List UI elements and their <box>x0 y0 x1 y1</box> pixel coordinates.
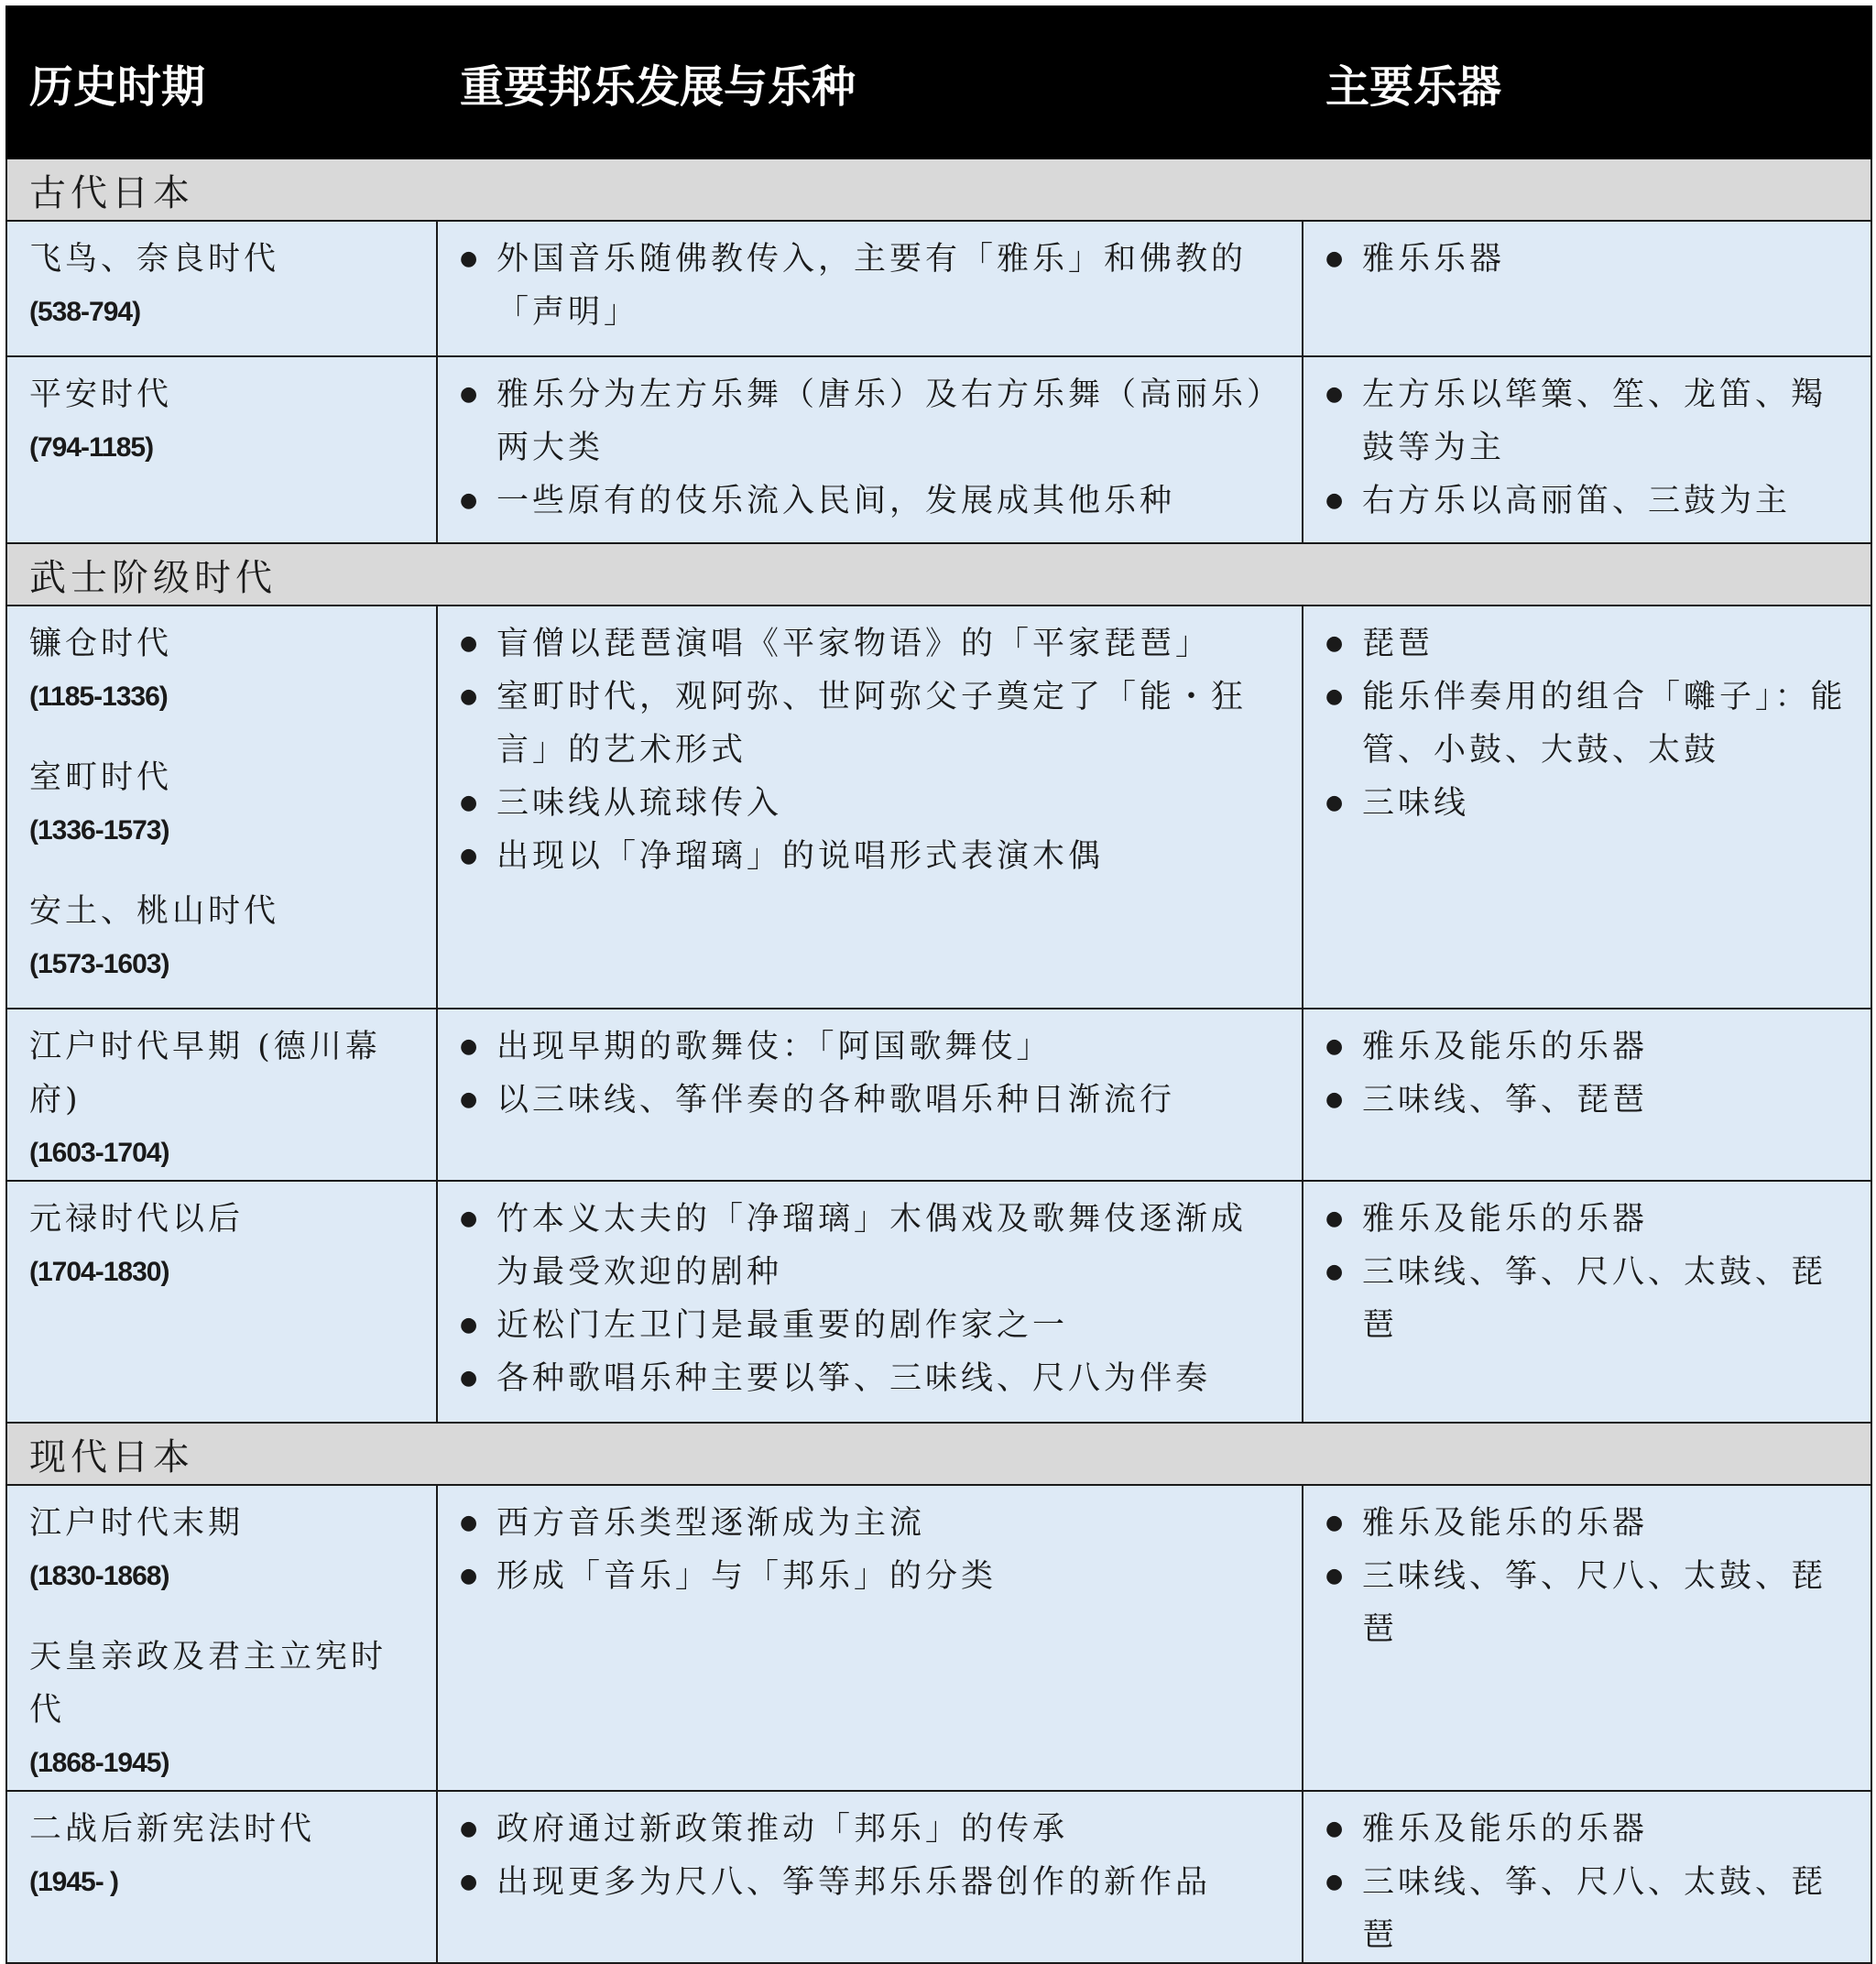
instruments-cell <box>1303 1181 1871 1423</box>
list-item: ● 近松门左卫门是最重要的剧作家之一 <box>460 1299 1280 1352</box>
header-row <box>6 6 1871 158</box>
period-name: 江户时代早期 (德川幕府) <box>29 1029 381 1118</box>
table-row <box>6 1791 1871 1963</box>
list-item: ● 雅乐及能乐的乐器 <box>1325 1497 1849 1550</box>
list-item: ● 外国音乐随佛教传入，主要有「雅乐」和佛教的「声明」 <box>460 233 1280 339</box>
developments-cell <box>437 1791 1303 1963</box>
period-name: 室町时代 <box>29 759 173 796</box>
section-title: 古代日本 <box>6 158 1871 221</box>
list-item: ● 三味线、筝、尺八、太鼓、琵琶 <box>1325 1550 1849 1656</box>
instruments-cell <box>1303 221 1871 356</box>
table-row <box>6 606 1871 1009</box>
list-item: ● 出现以「净瑠璃」的说唱形式表演木偶 <box>460 830 1280 883</box>
list-item: ● 政府通过新政策推动「邦乐」的传承 <box>460 1803 1280 1856</box>
period-years: (1704-1830) <box>29 1257 169 1287</box>
period-cell <box>6 1791 437 1963</box>
header-instruments: 主要乐器 <box>1303 6 1871 158</box>
music-history-table <box>5 5 1872 1964</box>
developments-cell <box>437 1181 1303 1423</box>
instruments-cell <box>1303 606 1871 1009</box>
list-item: ● 雅乐乐器 <box>1325 233 1849 286</box>
period-years: (1868-1945) <box>29 1748 169 1778</box>
developments-cell <box>437 606 1303 1009</box>
header-period: 历史时期 <box>6 6 437 158</box>
list-item: ● 雅乐及能乐的乐器 <box>1325 1803 1849 1856</box>
period-years: (1185-1336) <box>29 682 168 712</box>
list-item: ● 雅乐及能乐的乐器 <box>1325 1020 1849 1074</box>
instruments-cell <box>1303 1791 1871 1963</box>
period-years: (1573-1603) <box>29 949 169 979</box>
period-name: 镰仓时代 <box>29 626 173 662</box>
list-item: ● 能乐伴奏用的组合「囃子」：能管、小鼓、大鼓、太鼓 <box>1325 671 1849 777</box>
period-years: (1945- ) <box>29 1867 119 1897</box>
list-item: ● 左方乐以筚篥、笙、龙笛、羯鼓等为主 <box>1325 368 1849 475</box>
instruments-cell <box>1303 1009 1871 1181</box>
instruments-cell <box>1303 1485 1871 1791</box>
list-item: ● 竹本义太夫的「净瑠璃」木偶戏及歌舞伎逐渐成为最受欢迎的剧种 <box>460 1193 1280 1299</box>
table-row <box>6 356 1871 543</box>
list-item: ● 雅乐及能乐的乐器 <box>1325 1193 1849 1246</box>
period-years: (1603-1704) <box>29 1138 169 1168</box>
developments-cell <box>437 356 1303 543</box>
instruments-cell <box>1303 356 1871 543</box>
list-item: ● 右方乐以高丽笛、三鼓为主 <box>1325 475 1849 528</box>
list-item: ● 雅乐分为左方乐舞（唐乐）及右方乐舞（高丽乐）两大类 <box>460 368 1280 475</box>
table-row <box>6 221 1871 356</box>
section-row <box>6 158 1871 221</box>
period-name: 江户时代末期 <box>29 1505 245 1542</box>
list-item: ● 室町时代，观阿弥、世阿弥父子奠定了「能・狂言」的艺术形式 <box>460 671 1280 777</box>
list-item: ● 形成「音乐」与「邦乐」的分类 <box>460 1550 1280 1603</box>
list-item: ● 三味线、筝、尺八、太鼓、琵琶 <box>1325 1246 1849 1352</box>
period-name: 二战后新宪法时代 <box>29 1811 316 1848</box>
list-item: ● 出现更多为尺八、筝等邦乐乐器创作的新作品 <box>460 1856 1280 1909</box>
table-row <box>6 1009 1871 1181</box>
list-item: ● 三味线 <box>1325 777 1849 830</box>
period-name: 飞鸟、奈良时代 <box>29 241 280 278</box>
period-cell <box>6 1009 437 1181</box>
period-cell <box>6 606 437 1009</box>
period-cell <box>6 221 437 356</box>
table-row <box>6 1485 1871 1791</box>
header-developments: 重要邦乐发展与乐种 <box>437 6 1303 158</box>
list-item: ● 琵琶 <box>1325 617 1849 671</box>
list-item: ● 三味线从琉球传入 <box>460 777 1280 830</box>
list-item: ● 三味线、筝、尺八、太鼓、琵琶 <box>1325 1856 1849 1962</box>
developments-cell <box>437 1485 1303 1791</box>
period-years: (794-1185) <box>29 432 154 463</box>
period-name: 元禄时代以后 <box>29 1201 245 1238</box>
period-name: 天皇亲政及君主立宪时代 <box>29 1639 387 1729</box>
section-title: 现代日本 <box>6 1423 1871 1485</box>
period-years: (1830-1868) <box>29 1561 169 1591</box>
list-item: ● 一些原有的伎乐流入民间，发展成其他乐种 <box>460 475 1280 528</box>
table-row <box>6 1181 1871 1423</box>
list-item: ● 各种歌唱乐种主要以筝、三味线、尺八为伴奏 <box>460 1352 1280 1405</box>
section-row <box>6 1423 1871 1485</box>
list-item: ● 西方音乐类型逐渐成为主流 <box>460 1497 1280 1550</box>
period-years: (1336-1573) <box>29 815 169 846</box>
period-cell <box>6 1485 437 1791</box>
period-cell <box>6 356 437 543</box>
developments-cell <box>437 221 1303 356</box>
section-title: 武士阶级时代 <box>6 543 1871 606</box>
section-row <box>6 543 1871 606</box>
period-name: 平安时代 <box>29 376 173 413</box>
list-item: ● 出现早期的歌舞伎：「阿国歌舞伎」 <box>460 1020 1280 1074</box>
list-item: ● 三味线、筝、琵琶 <box>1325 1074 1849 1127</box>
period-years: (538-794) <box>29 297 141 327</box>
period-name: 安土、桃山时代 <box>29 893 280 930</box>
developments-cell <box>437 1009 1303 1181</box>
list-item: ● 以三味线、筝伴奏的各种歌唱乐种日渐流行 <box>460 1074 1280 1127</box>
period-cell <box>6 1181 437 1423</box>
list-item: ● 盲僧以琵琶演唱《平家物语》的「平家琵琶」 <box>460 617 1280 671</box>
